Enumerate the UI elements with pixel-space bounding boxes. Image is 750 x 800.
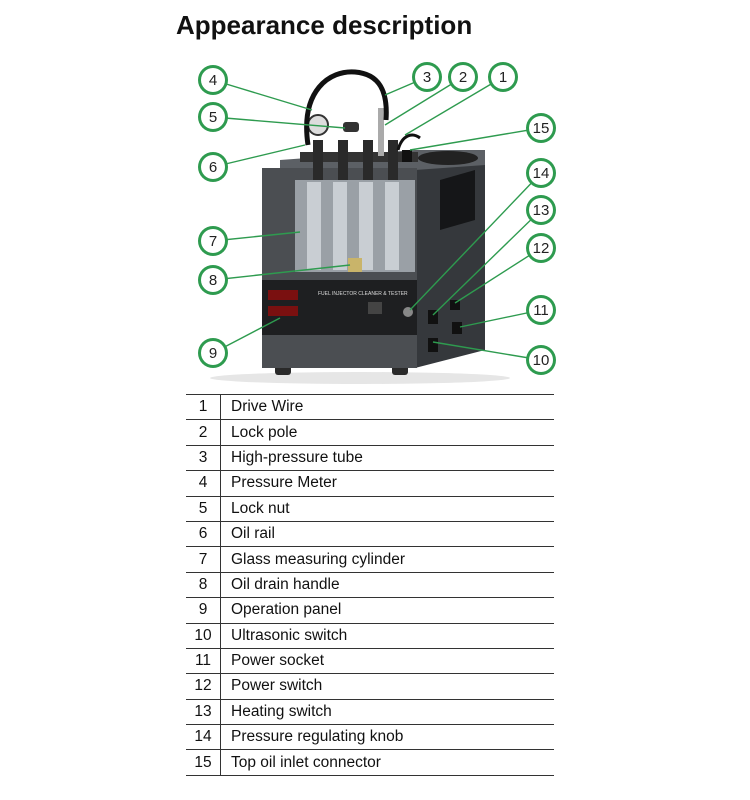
svg-text:14: 14 — [532, 165, 550, 182]
svg-text:7: 7 — [208, 233, 218, 250]
svg-text:1: 1 — [498, 69, 508, 86]
panel-display-2 — [268, 306, 298, 316]
power-socket — [452, 322, 462, 334]
part-number: 10 — [186, 623, 221, 648]
callout-13 — [526, 195, 556, 225]
part-name: Heating switch — [221, 699, 555, 724]
callout-9 — [198, 338, 228, 368]
callout-5 — [198, 102, 228, 132]
part-name: Oil drain handle — [221, 572, 555, 597]
svg-text:15: 15 — [532, 120, 550, 137]
panel-button — [368, 302, 382, 314]
part-name: Power switch — [221, 674, 555, 699]
callout-1 — [488, 62, 518, 92]
part-number: 11 — [186, 648, 221, 673]
table-row — [186, 521, 554, 546]
machine-diagram — [0, 0, 750, 395]
part-number: 7 — [186, 547, 221, 572]
table-row — [186, 623, 554, 648]
part-number: 3 — [186, 445, 221, 470]
panel-display-1 — [268, 290, 298, 300]
svg-text:4: 4 — [208, 72, 218, 89]
callout-8 — [198, 265, 228, 295]
callout-6 — [198, 152, 228, 182]
table-row — [186, 471, 554, 496]
part-name: Pressure regulating knob — [221, 725, 555, 750]
part-number: 4 — [186, 471, 221, 496]
svg-text:2: 2 — [458, 69, 468, 86]
callout-12 — [526, 233, 556, 263]
svg-text:6: 6 — [208, 159, 218, 176]
table-row — [186, 750, 554, 775]
table-row — [186, 699, 554, 724]
part-number: 5 — [186, 496, 221, 521]
lock-pole — [378, 108, 384, 156]
glass-cylinder-2 — [333, 182, 347, 270]
parts-table — [186, 394, 554, 776]
table-row — [186, 674, 554, 699]
drain-handle — [348, 258, 362, 272]
part-number: 13 — [186, 699, 221, 724]
part-number: 14 — [186, 725, 221, 750]
callout-10 — [526, 345, 556, 375]
tank-opening — [418, 151, 478, 165]
part-name: Drive Wire — [221, 395, 555, 420]
callout-11 — [526, 295, 556, 325]
part-name: Lock nut — [221, 496, 555, 521]
injector-3 — [363, 140, 373, 180]
part-name: Lock pole — [221, 420, 555, 445]
part-name: Oil rail — [221, 521, 555, 546]
table-row — [186, 547, 554, 572]
part-number: 6 — [186, 521, 221, 546]
part-name: Pressure Meter — [221, 471, 555, 496]
glass-cylinder-3 — [359, 182, 373, 270]
svg-text:12: 12 — [532, 240, 550, 257]
callout-3 — [412, 62, 442, 92]
ultrasonic-switch — [428, 338, 438, 352]
injector-4 — [388, 140, 398, 180]
part-number: 8 — [186, 572, 221, 597]
callout-2 — [448, 62, 478, 92]
table-row — [186, 420, 554, 445]
oil-inlet-connector — [402, 150, 412, 162]
table-row — [186, 496, 554, 521]
svg-text:10: 10 — [532, 352, 550, 369]
callout-4 — [198, 65, 228, 95]
table-row — [186, 445, 554, 470]
part-number: 2 — [186, 420, 221, 445]
part-name: Glass measuring cylinder — [221, 547, 555, 572]
glass-cylinder-4 — [385, 182, 399, 270]
side-window — [440, 170, 475, 230]
table-row — [186, 598, 554, 623]
svg-text:9: 9 — [208, 345, 218, 362]
callout-15 — [526, 113, 556, 143]
floor-shadow — [210, 372, 510, 384]
drive-wire — [398, 135, 420, 150]
table-row — [186, 648, 554, 673]
callout-7 — [198, 226, 228, 256]
svg-text:3: 3 — [422, 69, 432, 86]
part-number: 12 — [186, 674, 221, 699]
part-name: Ultrasonic switch — [221, 623, 555, 648]
svg-text:13: 13 — [532, 202, 550, 219]
svg-text:5: 5 — [208, 109, 218, 126]
lock-nut — [343, 122, 359, 132]
glass-cylinder-1 — [307, 182, 321, 270]
table-row — [186, 572, 554, 597]
injector-2 — [338, 140, 348, 180]
part-name: Power socket — [221, 648, 555, 673]
svg-text:11: 11 — [533, 302, 549, 319]
part-number: 1 — [186, 395, 221, 420]
part-number: 15 — [186, 750, 221, 775]
part-name: Top oil inlet connector — [221, 750, 555, 775]
part-name: Operation panel — [221, 598, 555, 623]
table-row — [186, 725, 554, 750]
injector-1 — [313, 140, 323, 180]
page-title: Appearance description — [176, 10, 473, 40]
svg-text:8: 8 — [208, 272, 218, 289]
panel-label: FUEL INJECTOR CLEANER & TESTER — [318, 291, 408, 297]
part-number: 9 — [186, 598, 221, 623]
part-name: High-pressure tube — [221, 445, 555, 470]
table-row — [186, 395, 554, 420]
callout-14 — [526, 158, 556, 188]
